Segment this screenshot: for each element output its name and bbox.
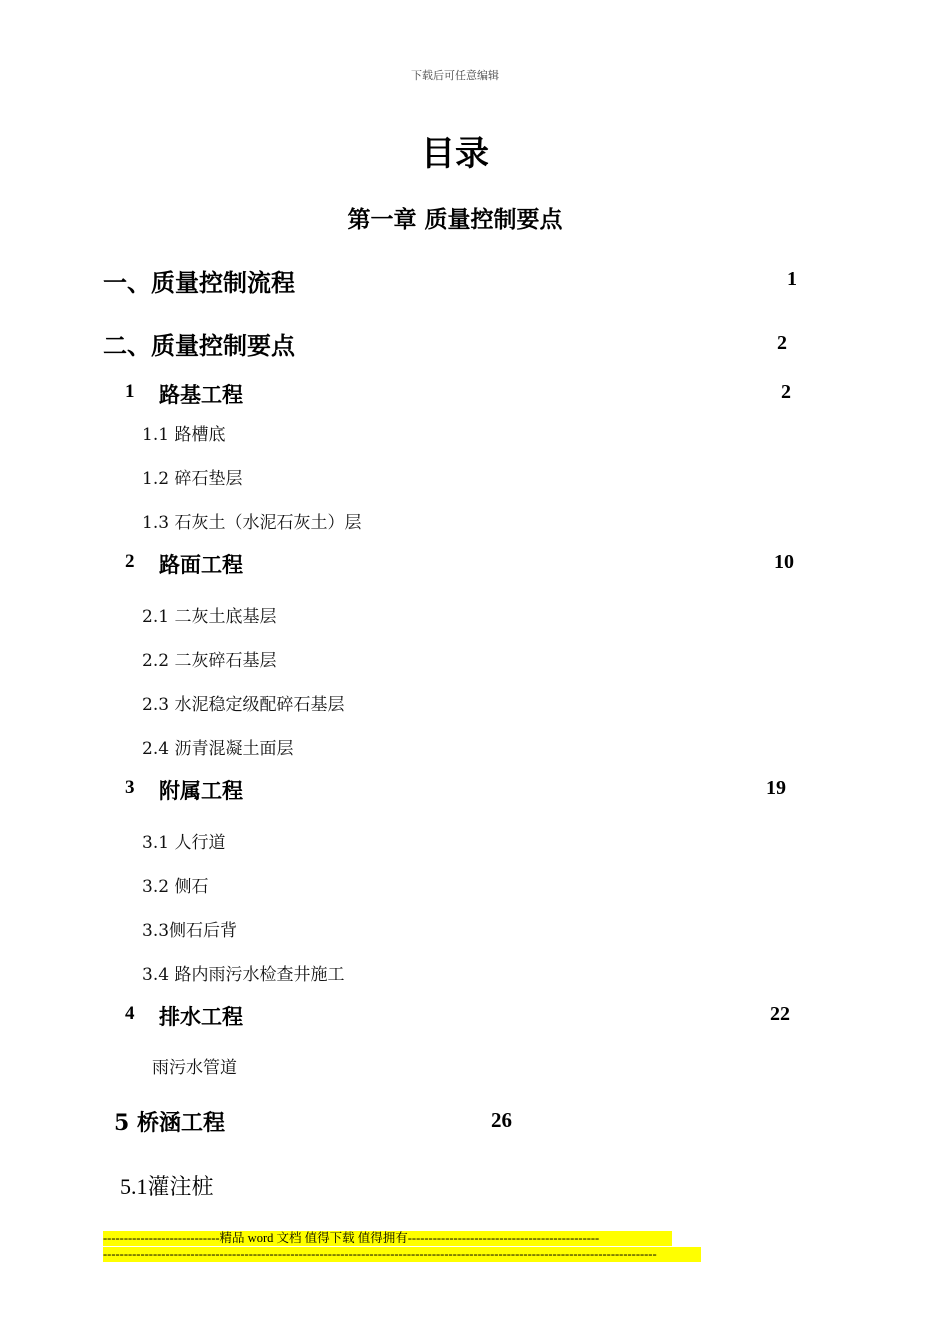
page-header: 下载后可任意编辑 bbox=[411, 69, 499, 82]
toc-item[interactable]: 3.3侧石后背 bbox=[142, 921, 238, 941]
document-title: 目录 bbox=[421, 134, 489, 174]
toc-item[interactable]: 1.1 路槽底 bbox=[142, 425, 226, 445]
toc-item[interactable]: 3.4 路内雨污水检查井施工 bbox=[142, 965, 345, 985]
toc-item[interactable]: 2.1 二灰土底基层 bbox=[142, 607, 277, 627]
toc-section-quality-process-page: 1 bbox=[787, 268, 797, 290]
toc-subsection-drainage-page: 22 bbox=[770, 1003, 790, 1025]
toc-subsection-auxiliary-page: 19 bbox=[766, 777, 786, 799]
toc-subsection-road-base-page: 2 bbox=[781, 381, 791, 403]
toc-item[interactable]: 1.3 石灰土（水泥石灰土）层 bbox=[142, 513, 362, 533]
toc-subsection-drainage[interactable]: 排水工程 bbox=[159, 1004, 243, 1029]
toc-subsection-bridge[interactable]: 5 桥涵工程 bbox=[114, 1110, 225, 1136]
toc-subsection-number: 4 bbox=[125, 1003, 135, 1024]
toc-item[interactable]: 3.1 人行道 bbox=[142, 833, 226, 853]
toc-subsection-bridge-page: 26 bbox=[491, 1108, 512, 1132]
toc-subsection-number: 3 bbox=[125, 777, 135, 798]
toc-item[interactable]: 1.2 碎石垫层 bbox=[142, 469, 243, 489]
toc-subsection-road-base[interactable]: 路基工程 bbox=[159, 382, 243, 407]
toc-item[interactable]: 2.4 沥青混凝土面层 bbox=[142, 739, 294, 759]
toc-subsection-auxiliary[interactable]: 附属工程 bbox=[159, 778, 243, 803]
toc-subsection-pavement[interactable]: 路面工程 bbox=[159, 552, 243, 577]
toc-item[interactable]: 雨污水管道 bbox=[152, 1058, 237, 1078]
chapter-heading: 第一章 质量控制要点 bbox=[347, 206, 563, 233]
footer-banner-line-1: ----------------------------精品 word 文档 值得下载 值得拥有---------------------------------------------- bbox=[103, 1231, 672, 1246]
toc-section-quality-points[interactable]: 二、质量控制要点 bbox=[103, 331, 295, 360]
toc-item[interactable]: 3.2 侧石 bbox=[142, 877, 209, 897]
toc-section-quality-points-page: 2 bbox=[777, 332, 787, 354]
toc-item[interactable]: 2.3 水泥稳定级配碎石基层 bbox=[142, 695, 345, 715]
toc-section-quality-process[interactable]: 一、质量控制流程 bbox=[103, 268, 295, 297]
toc-subsection-pavement-page: 10 bbox=[774, 551, 794, 573]
toc-subsection-number: 2 bbox=[125, 551, 135, 572]
toc-subsection-number: 1 bbox=[125, 381, 135, 402]
toc-item-bored-pile[interactable]: 5.1灌注桩 bbox=[120, 1174, 214, 1199]
footer-banner-line-2: ------------------------------------------------------------------------------------------------------------------------------------- bbox=[103, 1247, 701, 1262]
toc-item[interactable]: 2.2 二灰碎石基层 bbox=[142, 651, 277, 671]
